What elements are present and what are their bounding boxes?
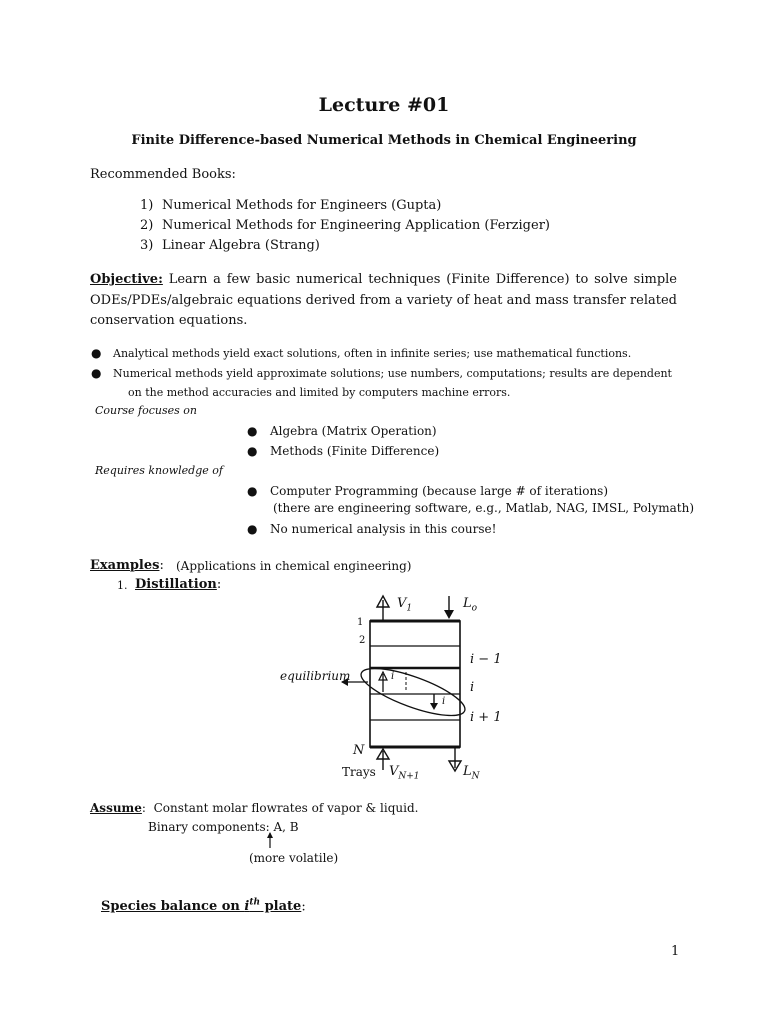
label-i: i xyxy=(470,680,475,695)
bullet-icon: ● xyxy=(247,424,258,438)
examples-label: Examples xyxy=(90,558,160,573)
book-number: 2) xyxy=(140,218,154,233)
page-title: Lecture #01 xyxy=(318,94,450,116)
example-number: 1. xyxy=(117,579,128,592)
assume-colon: : xyxy=(141,801,146,815)
requires-label: Requires knowledge of xyxy=(95,464,223,477)
objective-label: Objective: xyxy=(90,272,163,287)
examples-colon: : xyxy=(159,558,164,573)
label-n: N xyxy=(353,743,365,758)
bullet-icon: ● xyxy=(91,366,102,380)
more-volatile: (more volatile) xyxy=(249,851,339,865)
examples-description: (Applications in chemical engineering) xyxy=(176,559,412,573)
book-title: Numerical Methods for Engineering Application (Ferziger) xyxy=(162,218,550,233)
lo-arrow-head xyxy=(444,610,454,619)
label-i-minus-1: i − 1 xyxy=(470,652,502,667)
binary-components: Binary components: A, B xyxy=(148,820,299,834)
bullet-icon: ● xyxy=(247,522,258,536)
course-focus-label: Course focuses on xyxy=(95,404,197,417)
bullet-icon: ● xyxy=(247,484,258,498)
bullet-icon: ● xyxy=(91,346,102,360)
label-tray-2: 2 xyxy=(359,635,366,646)
label-ln: $L_N$ xyxy=(463,764,480,782)
bullet-analytical: Analytical methods yield exact solutions, often in infinite series; use mathematical functions. xyxy=(113,347,632,360)
label-inner-i-right: i xyxy=(442,696,446,707)
bullet-numerical-line1: Numerical methods yield approximate solutions; use numbers, computations; results are dependent xyxy=(113,367,672,380)
species-balance-heading: Species balance on $i^{th}$ plate: xyxy=(101,898,306,915)
label-v1: $V_1$ xyxy=(397,596,413,614)
books-heading: Recommended Books: xyxy=(90,167,236,182)
label-i-plus-1: i + 1 xyxy=(470,710,502,725)
label-lo: $L_o$ xyxy=(463,596,478,614)
book-number: 3) xyxy=(140,238,154,253)
requirement-software: (there are engineering software, e.g., Matlab, NAG, IMSL, Polymath) xyxy=(273,501,695,515)
label-inner-i-left: i xyxy=(391,671,395,682)
requirement-programming: Computer Programming (because large # of iterations) xyxy=(270,484,609,498)
book-number: 1) xyxy=(140,198,154,213)
distillation-label: Distillation xyxy=(135,577,217,592)
focus-item: Algebra (Matrix Operation) xyxy=(270,424,437,438)
focus-item: Methods (Finite Difference) xyxy=(270,444,440,458)
label-trays: Trays xyxy=(342,765,376,779)
label-equilibrium: equilibrium xyxy=(280,669,351,683)
distillation-colon: : xyxy=(216,577,222,592)
bullet-icon: ● xyxy=(247,444,258,458)
objective-text: Learn a few basic numerical techniques (Finite Difference) to solve simple ODEs/PDEs/algebraic equations derived from a variety of heat and mass transfer related conservation equations. xyxy=(90,272,677,328)
label-vn1: $V_{N+1}$ xyxy=(389,764,420,782)
assume-text: Constant molar flowrates of vapor & liquid. xyxy=(153,801,419,815)
assume-line xyxy=(90,801,418,815)
requirement-no-analysis: No numerical analysis in this course! xyxy=(270,522,497,536)
assume-label: Assume xyxy=(90,801,142,815)
book-title: Linear Algebra (Strang) xyxy=(162,238,320,253)
page-number: 1 xyxy=(671,944,680,959)
label-tray-1: 1 xyxy=(357,617,364,628)
book-title: Numerical Methods for Engineers (Gupta) xyxy=(162,198,442,213)
bullet-numerical-line2: on the method accuracies and limited by computers machine errors. xyxy=(128,386,511,399)
inner-liquid-head xyxy=(430,703,438,710)
page-subtitle: Finite Difference-based Numerical Methods in Chemical Engineering xyxy=(131,133,637,148)
